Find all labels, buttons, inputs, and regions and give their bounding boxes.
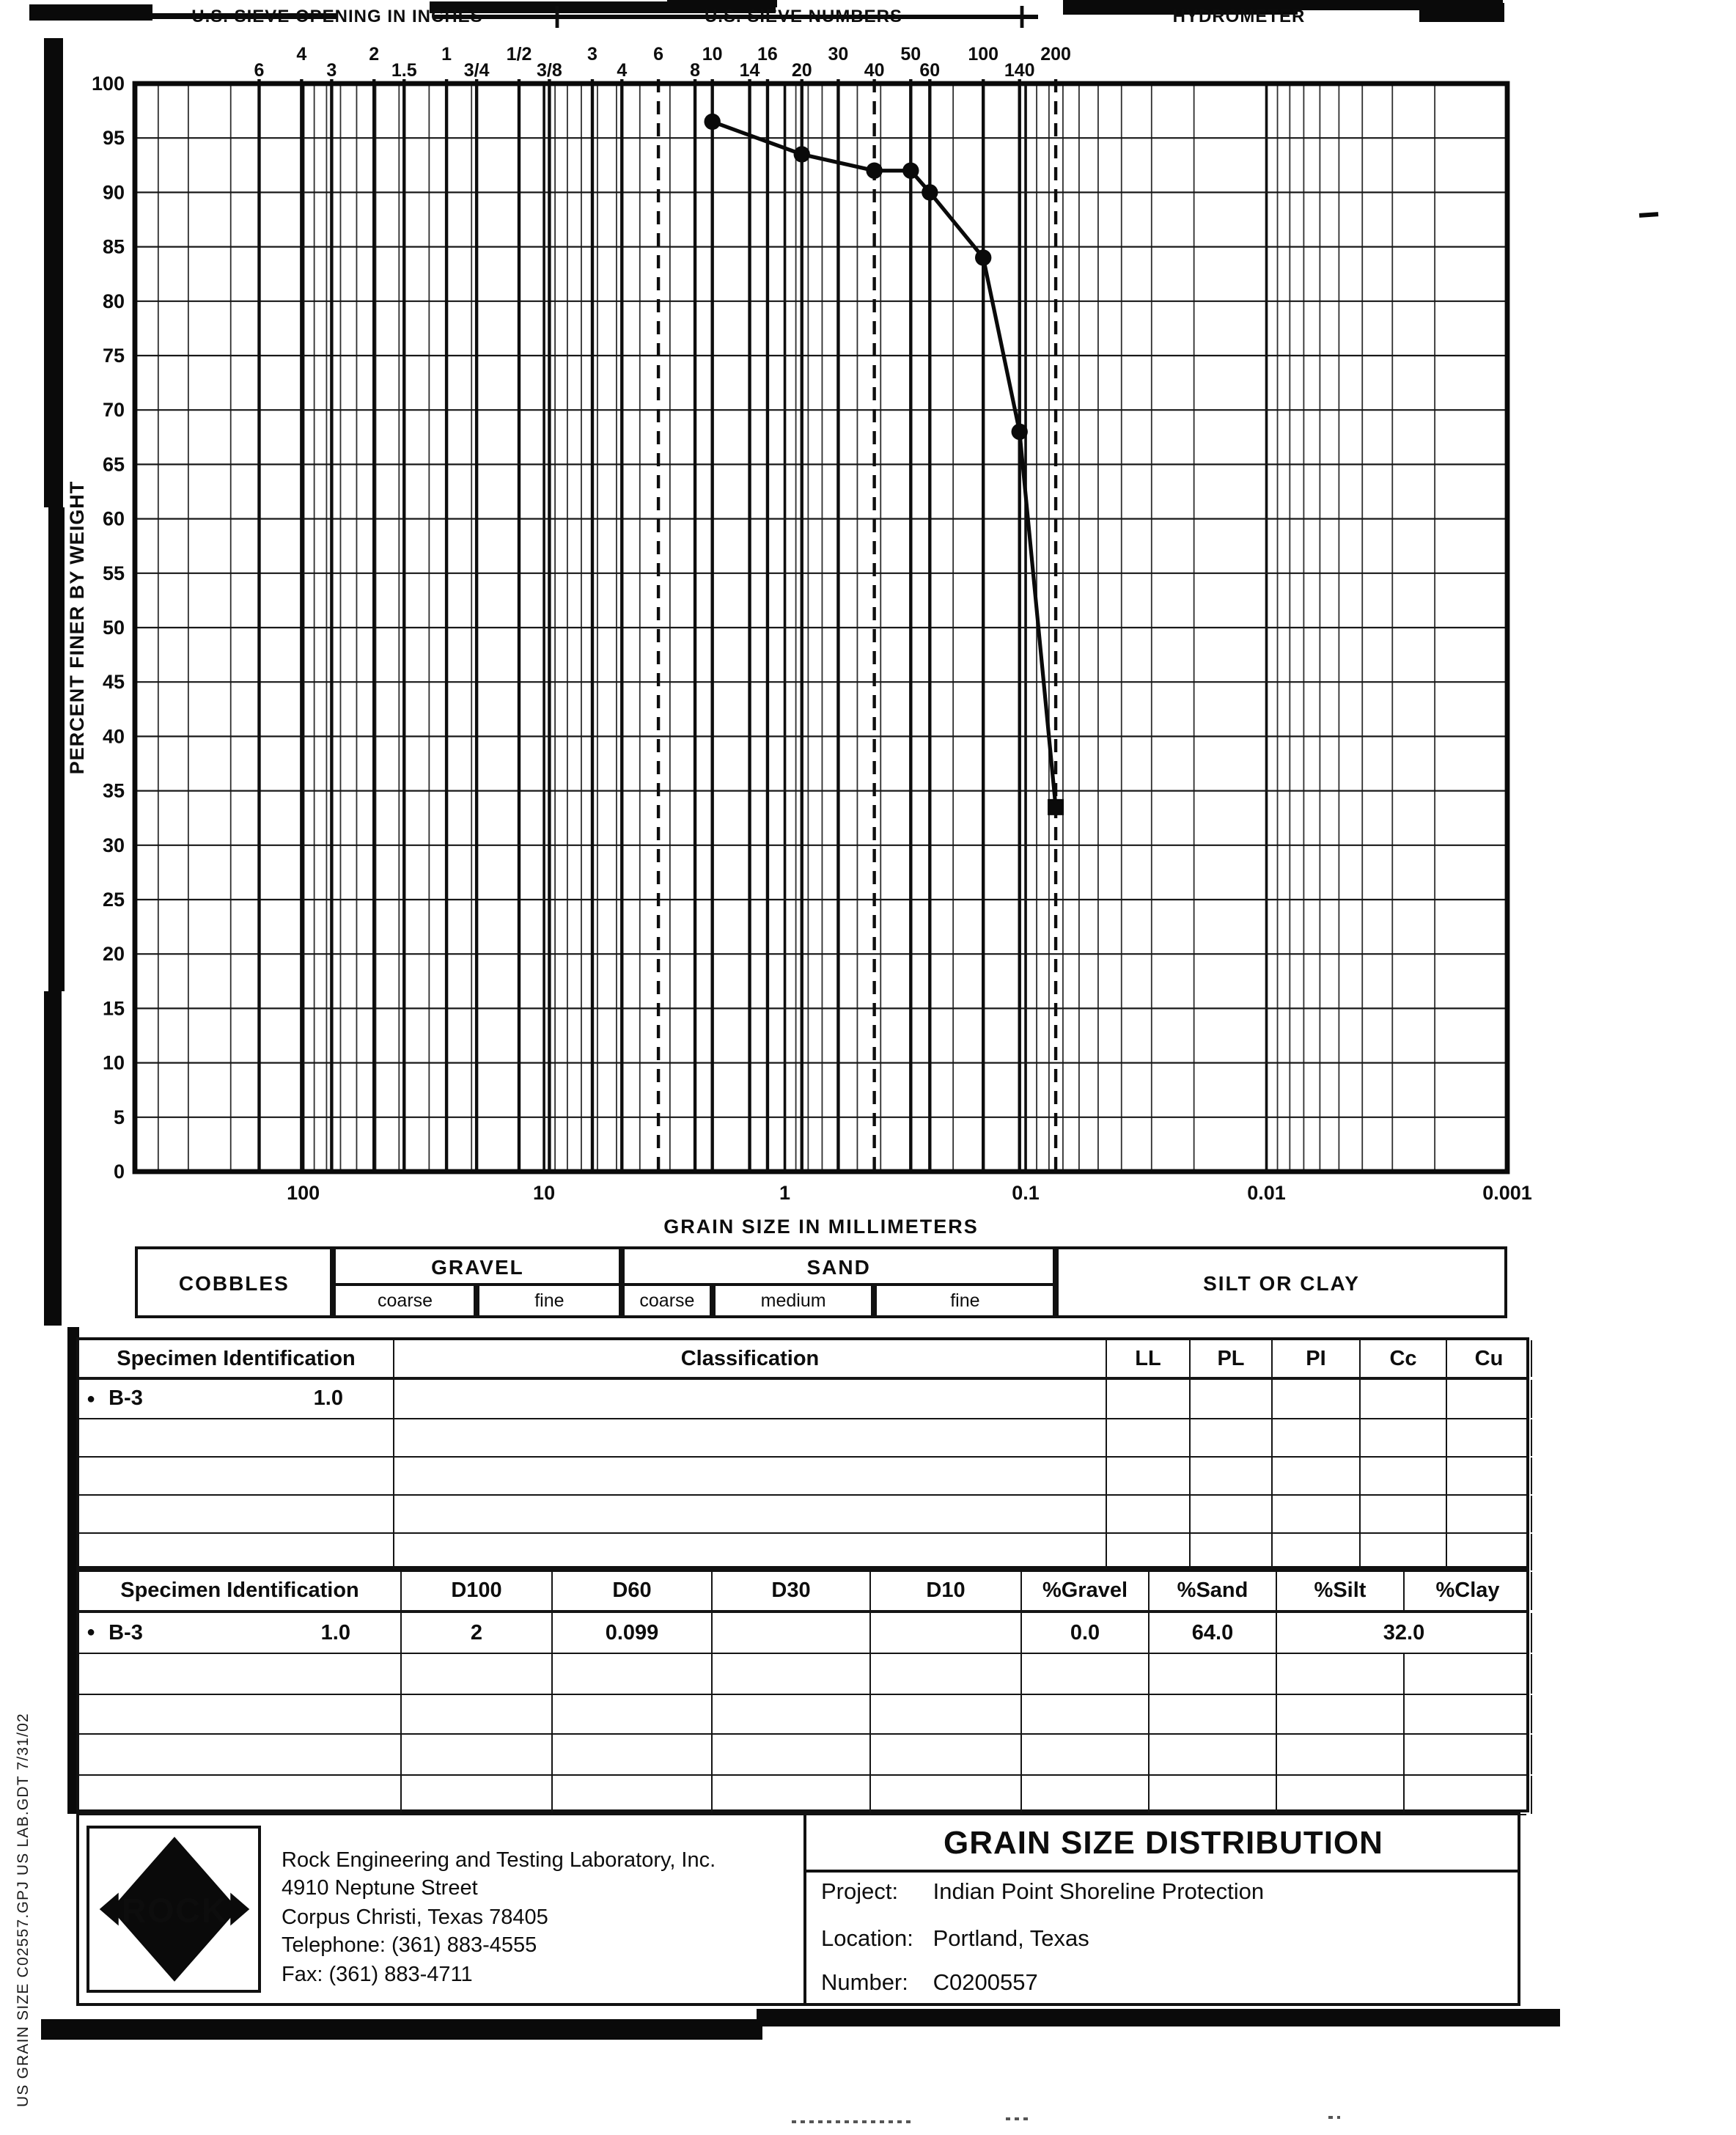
table-cell: PI	[1273, 1340, 1361, 1377]
gradation-table	[76, 1569, 1529, 1812]
svg-text:1/2: 1/2	[506, 44, 532, 65]
specimen-depth: 1.0	[313, 1387, 343, 1411]
band-cobbles	[135, 1246, 334, 1318]
table-empty-row	[79, 1694, 1526, 1735]
table-cell: Cu	[1447, 1340, 1532, 1377]
table-cell	[553, 1694, 713, 1733]
table-cell	[553, 1775, 713, 1814]
table-cell	[1150, 1735, 1277, 1774]
table-cell	[394, 1534, 1107, 1570]
series-marker-icon: ●	[87, 1391, 96, 1407]
svg-text:5: 5	[113, 1106, 125, 1128]
svg-text:6: 6	[653, 44, 664, 65]
table-cell: Cc	[1361, 1340, 1447, 1377]
table-cell	[1150, 1654, 1277, 1693]
company-address	[282, 1848, 716, 1990]
band-label: fine	[534, 1290, 564, 1311]
svg-text:35: 35	[102, 779, 125, 802]
table-cell	[79, 1735, 402, 1774]
classification-table	[76, 1337, 1529, 1569]
svg-text:20: 20	[791, 60, 812, 81]
svg-text:50: 50	[102, 617, 125, 639]
band-label: coarse	[378, 1290, 433, 1311]
divider	[806, 1870, 1520, 1873]
svg-text:90: 90	[102, 181, 125, 204]
band-sub-fine	[477, 1283, 622, 1318]
table-cell	[871, 1654, 1022, 1693]
specimen-id: B-3	[108, 1621, 143, 1645]
svg-text:85: 85	[102, 235, 125, 258]
table-cell	[1022, 1775, 1150, 1814]
table-cell	[1447, 1496, 1532, 1532]
table-cell	[1022, 1735, 1150, 1774]
table-cell	[1273, 1380, 1361, 1418]
table-cell	[402, 1694, 553, 1733]
side-file-note: US GRAIN SIZE C02557.GPJ US LAB.GDT 7/31/02	[15, 1713, 32, 2107]
svg-text:6: 6	[254, 60, 265, 81]
table-cell	[1022, 1694, 1150, 1733]
table-cell	[1361, 1496, 1447, 1532]
rock-logo	[87, 1826, 261, 1993]
svg-text:PERCENT FINER BY WEIGHT: PERCENT FINER BY WEIGHT	[66, 480, 88, 775]
svg-text:1: 1	[441, 44, 452, 65]
table-cell: 0.0	[1022, 1613, 1150, 1653]
svg-text:0.01: 0.01	[1247, 1182, 1286, 1204]
rock-logo-icon	[98, 1833, 250, 1985]
svg-text:2: 2	[369, 44, 380, 65]
specimen-id-cell	[79, 1613, 402, 1653]
report-title-section	[803, 1815, 1520, 2006]
table-cell	[871, 1613, 1022, 1653]
specimen-id-cell	[79, 1380, 394, 1418]
table-cell	[1447, 1458, 1532, 1494]
band-gravel	[334, 1246, 622, 1286]
table-empty-row	[79, 1735, 1526, 1775]
company-line: 4910 Neptune Street	[282, 1877, 478, 1901]
report-title: GRAIN SIZE DISTRIBUTION	[944, 1824, 1383, 1861]
table-cell: %Gravel	[1022, 1572, 1150, 1610]
svg-text:0.1: 0.1	[1012, 1182, 1040, 1204]
svg-text:70: 70	[102, 399, 125, 422]
number-value: C0200557	[933, 1971, 1038, 1996]
specimen-depth: 1.0	[320, 1621, 350, 1645]
table-empty-row	[79, 1654, 1526, 1694]
svg-text:4: 4	[617, 60, 628, 81]
svg-text:HYDROMETER: HYDROMETER	[1172, 7, 1306, 26]
table-cell	[79, 1694, 402, 1733]
band-sand	[622, 1246, 1056, 1286]
table-cell	[1277, 1775, 1405, 1814]
svg-text:40: 40	[102, 725, 125, 748]
band-silt-or-clay	[1056, 1246, 1507, 1318]
table-header-row	[79, 1340, 1526, 1380]
table-cell	[871, 1694, 1022, 1733]
table-cell: PL	[1191, 1340, 1273, 1377]
table-cell	[1107, 1534, 1191, 1570]
table-cell	[1191, 1380, 1273, 1418]
svg-text:ROCK: ROCK	[120, 1891, 227, 1930]
svg-text:55: 55	[102, 562, 125, 584]
table-cell	[713, 1775, 871, 1814]
svg-text:1.5: 1.5	[391, 60, 417, 81]
table-cell	[1405, 1735, 1532, 1774]
table-cell: Specimen Identification	[79, 1572, 402, 1610]
table-cell	[79, 1496, 394, 1532]
project-value: Indian Point Shoreline Protection	[933, 1880, 1265, 1905]
band-label: medium	[760, 1290, 826, 1311]
svg-text:95: 95	[102, 127, 125, 150]
table-cell	[1191, 1534, 1273, 1570]
table-cell	[394, 1496, 1107, 1532]
table-cell	[1361, 1380, 1447, 1418]
table-cell	[1405, 1694, 1532, 1733]
title-block	[76, 1812, 1520, 2006]
table-cell	[1191, 1419, 1273, 1456]
svg-text:30: 30	[102, 834, 125, 856]
band-label: COBBLES	[178, 1271, 290, 1294]
location-label: Location:	[821, 1927, 913, 1952]
table-empty-row	[79, 1534, 1526, 1572]
svg-text:0.001: 0.001	[1482, 1182, 1532, 1204]
svg-text:60: 60	[102, 507, 125, 530]
table-cell: Specimen Identification	[79, 1340, 394, 1377]
svg-text:65: 65	[102, 453, 125, 476]
table-cell	[713, 1654, 871, 1693]
table-cell	[402, 1654, 553, 1693]
location-value: Portland, Texas	[933, 1927, 1089, 1952]
table-cell	[79, 1654, 402, 1693]
svg-text:100: 100	[91, 73, 125, 95]
table-cell	[1107, 1458, 1191, 1494]
table-cell	[553, 1654, 713, 1693]
svg-text:75: 75	[102, 345, 125, 367]
table-cell	[871, 1735, 1022, 1774]
table-row	[79, 1613, 1526, 1654]
table-cell	[402, 1775, 553, 1814]
table-cell	[394, 1458, 1107, 1494]
table-cell	[1277, 1735, 1405, 1774]
table-cell	[871, 1775, 1022, 1814]
svg-text:100: 100	[968, 44, 999, 65]
project-field	[821, 1880, 1264, 1906]
table-cell	[1405, 1654, 1532, 1693]
svg-text:10: 10	[702, 44, 723, 65]
table-cell: D10	[871, 1572, 1022, 1610]
location-field	[821, 1927, 1089, 1953]
company-line: Telephone: (361) 883-4555	[282, 1934, 537, 1958]
svg-text:10: 10	[102, 1051, 125, 1074]
series-marker-icon: ●	[87, 1625, 96, 1641]
scan-smudge	[792, 2120, 912, 2123]
table-cell	[1277, 1654, 1405, 1693]
band-label: fine	[950, 1290, 980, 1311]
project-label: Project:	[821, 1880, 899, 1905]
svg-text:3: 3	[587, 44, 597, 65]
svg-text:50: 50	[900, 44, 922, 65]
size-classification-bands	[0, 1246, 1736, 1318]
table-cell	[1273, 1458, 1361, 1494]
table-cell: %Sand	[1150, 1572, 1277, 1610]
company-line: Rock Engineering and Testing Laboratory, Inc.	[282, 1849, 716, 1873]
silt-clay-merged-cell: 32.0	[1277, 1613, 1532, 1653]
band-label: GRAVEL	[431, 1254, 524, 1278]
table-cell: D60	[553, 1572, 713, 1610]
table-cell	[1022, 1654, 1150, 1693]
scan-smudge	[1006, 2117, 1032, 2120]
band-sub-fine	[875, 1283, 1056, 1318]
table-row	[79, 1380, 1526, 1419]
table-cell	[394, 1419, 1107, 1456]
svg-text:4: 4	[296, 44, 307, 65]
svg-text:15: 15	[102, 997, 125, 1020]
table-cell	[1107, 1496, 1191, 1532]
svg-text:40: 40	[864, 60, 885, 81]
table-empty-row	[79, 1775, 1526, 1815]
svg-text:16: 16	[757, 44, 778, 65]
table-empty-row	[79, 1419, 1526, 1458]
table-empty-row	[79, 1458, 1526, 1496]
number-field	[821, 1971, 1038, 1997]
table-cell	[1447, 1534, 1532, 1570]
svg-text:25: 25	[102, 889, 125, 911]
specimen-id: B-3	[108, 1387, 143, 1411]
svg-text:3: 3	[326, 60, 337, 81]
table-cell	[1277, 1694, 1405, 1733]
table-cell	[394, 1380, 1107, 1418]
scan-smudge	[1328, 2116, 1340, 2119]
table-cell: 2	[402, 1613, 553, 1653]
table-cell	[1447, 1419, 1532, 1456]
svg-text:20: 20	[102, 943, 125, 966]
table-cell	[713, 1735, 871, 1774]
band-label: SILT OR CLAY	[1203, 1271, 1360, 1294]
svg-text:U.S. SIEVE OPENING IN INCHES: U.S. SIEVE OPENING IN INCHES	[191, 7, 483, 26]
table-cell	[1150, 1775, 1277, 1814]
table-cell	[79, 1775, 402, 1814]
scan-artifact	[757, 2009, 1560, 2026]
svg-text:80: 80	[102, 290, 125, 312]
svg-text:45: 45	[102, 671, 125, 694]
svg-text:10: 10	[533, 1182, 556, 1204]
table-cell	[1273, 1419, 1361, 1456]
svg-text:3/4: 3/4	[463, 60, 490, 81]
table-cell	[1447, 1380, 1532, 1418]
scan-artifact	[41, 2019, 762, 2040]
svg-text:14: 14	[739, 60, 760, 81]
table-cell	[1405, 1775, 1532, 1814]
table-cell	[1361, 1419, 1447, 1456]
table-cell: %Clay	[1405, 1572, 1532, 1610]
table-cell	[553, 1735, 713, 1774]
svg-text:0: 0	[113, 1161, 125, 1183]
table-cell: Classification	[394, 1340, 1107, 1377]
svg-text:200: 200	[1040, 44, 1071, 65]
band-sub-coarse	[334, 1283, 477, 1318]
table-cell	[79, 1458, 394, 1494]
company-line: Corpus Christi, Texas 78405	[282, 1906, 548, 1930]
svg-text:30: 30	[828, 44, 849, 65]
svg-text:100: 100	[287, 1182, 320, 1204]
table-cell: D100	[402, 1572, 553, 1610]
svg-text:3/8: 3/8	[537, 60, 562, 81]
table-header-row	[79, 1572, 1526, 1613]
table-cell: %Silt	[1277, 1572, 1405, 1610]
table-cell	[1107, 1380, 1191, 1418]
band-sub-medium	[713, 1283, 875, 1318]
number-label: Number:	[821, 1971, 908, 1996]
table-cell	[1150, 1694, 1277, 1733]
table-cell	[1191, 1458, 1273, 1494]
table-cell: 64.0	[1150, 1613, 1277, 1653]
table-cell	[1107, 1419, 1191, 1456]
table-cell	[1361, 1534, 1447, 1570]
svg-text:GRAIN SIZE IN MILLIMETERS: GRAIN SIZE IN MILLIMETERS	[663, 1216, 979, 1238]
table-cell: LL	[1107, 1340, 1191, 1377]
band-sub-coarse	[622, 1283, 712, 1318]
svg-text:140: 140	[1004, 60, 1035, 81]
svg-text:8: 8	[690, 60, 701, 81]
table-cell	[79, 1419, 394, 1456]
table-cell	[1191, 1496, 1273, 1532]
svg-text:1: 1	[779, 1182, 791, 1204]
band-label: coarse	[639, 1290, 695, 1311]
table-cell: 0.099	[553, 1613, 713, 1653]
table-cell	[1361, 1458, 1447, 1494]
svg-text:60: 60	[919, 60, 941, 81]
table-empty-row	[79, 1496, 1526, 1534]
table-cell	[713, 1613, 871, 1653]
svg-text:U.S. SIEVE NUMBERS: U.S. SIEVE NUMBERS	[704, 7, 903, 26]
company-line: Fax: (361) 883-4711	[282, 1963, 473, 1987]
table-cell	[1273, 1534, 1361, 1570]
table-cell	[402, 1735, 553, 1774]
table-cell	[713, 1694, 871, 1733]
table-cell: D30	[713, 1572, 871, 1610]
band-label: SAND	[806, 1254, 871, 1278]
table-cell	[1273, 1496, 1361, 1532]
table-cell	[79, 1534, 394, 1570]
